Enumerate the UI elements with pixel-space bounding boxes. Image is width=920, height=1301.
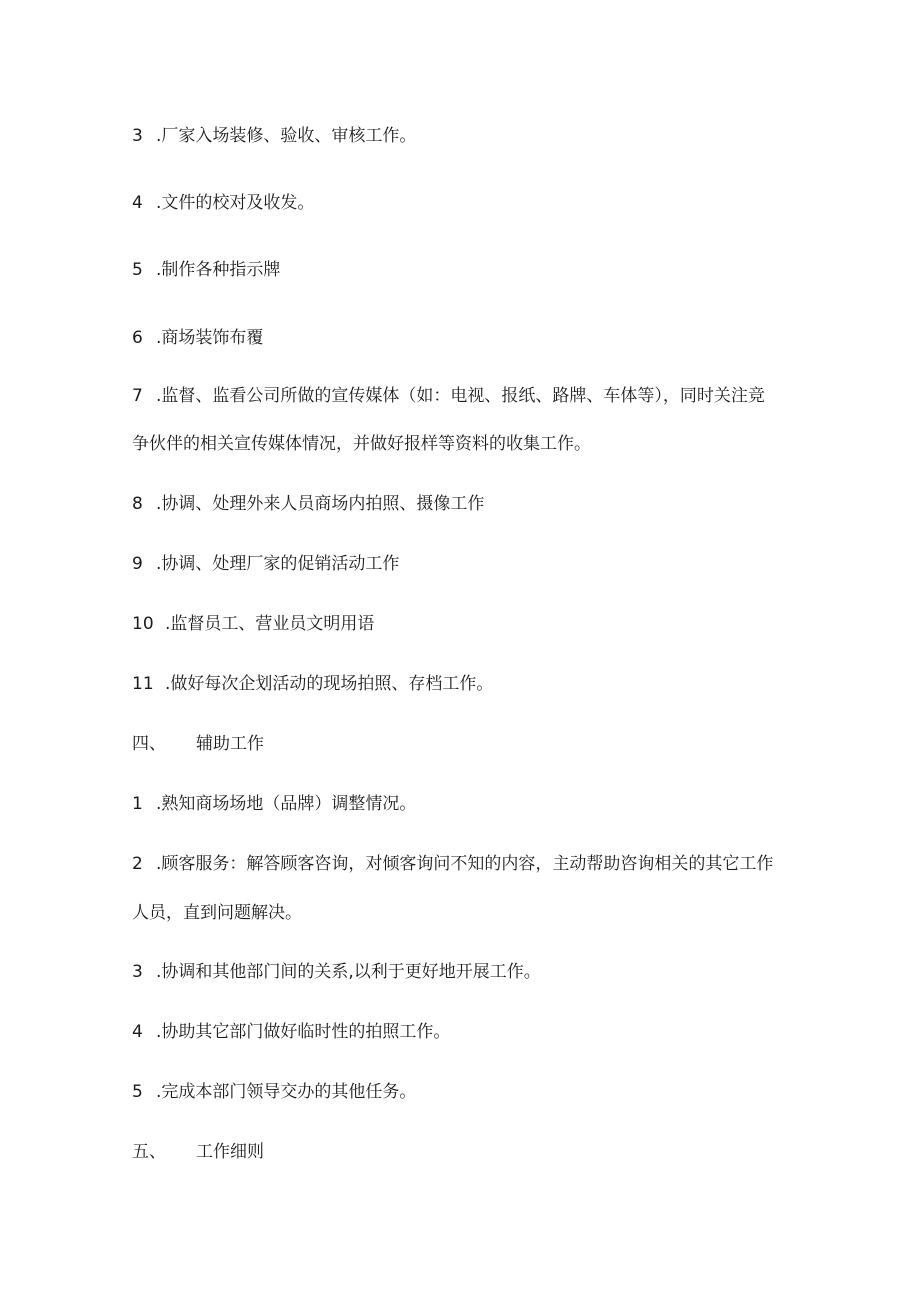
list-item <box>132 852 773 876</box>
item-text: .做好每次企划活动的现场拍照、存档工作。 <box>165 674 494 694</box>
item-text: .顾客服务：解答顾客咨询，对倾客询问不知的内容，主动帮助咨询相关的其它工作 <box>156 854 774 874</box>
section-number: 五、 <box>132 1142 166 1162</box>
section-heading <box>132 732 264 756</box>
item-number: 3 <box>132 126 143 146</box>
item-text: .协调、处理外来人员商场内拍照、摄像工作 <box>156 494 485 514</box>
section-title: 工作细则 <box>196 1142 264 1162</box>
item-text: .商场装饰布覆 <box>156 328 264 348</box>
item-number: 1 <box>132 794 143 814</box>
list-item <box>132 1020 450 1044</box>
item-number: 11 <box>132 674 154 694</box>
list-item <box>132 492 484 516</box>
item-text: .熟知商场场地（品牌）调整情况。 <box>156 794 417 814</box>
item-text: 争伙伴的相关宣传媒体情况，并做好报样等资料的收集工作。 <box>132 434 591 454</box>
item-number: 5 <box>132 1082 143 1102</box>
list-item <box>132 792 416 816</box>
item-text: .制作各种指示牌 <box>156 260 281 280</box>
item-number: 4 <box>132 193 143 213</box>
item-number: 9 <box>132 554 143 574</box>
list-item <box>132 1080 416 1104</box>
list-item <box>132 672 493 696</box>
item-text: .文件的校对及收发。 <box>156 193 315 213</box>
item-number: 7 <box>132 386 143 406</box>
list-item <box>132 258 280 282</box>
list-item <box>132 384 765 408</box>
item-number: 2 <box>132 854 143 874</box>
item-number: 4 <box>132 1022 143 1042</box>
item-number: 5 <box>132 260 143 280</box>
item-text: .完成本部门领导交办的其他任务。 <box>156 1082 417 1102</box>
section-title: 辅助工作 <box>196 734 264 754</box>
section-heading <box>132 1140 264 1164</box>
item-text: .监督员工、营业员文明用语 <box>165 614 375 634</box>
list-item <box>132 552 399 576</box>
item-text: .监督、监看公司所做的宣传媒体（如：电视、报纸、路牌、车体等），同时关注竞 <box>156 386 765 406</box>
item-text: .协调和其他部门间的关系,以利于更好地开展工作。 <box>156 962 541 982</box>
item-number: 8 <box>132 494 143 514</box>
list-item-continuation <box>132 432 591 456</box>
item-number: 10 <box>132 614 154 634</box>
list-item-continuation <box>132 901 302 925</box>
item-number: 3 <box>132 962 143 982</box>
list-item <box>132 612 374 636</box>
section-number: 四、 <box>132 734 166 754</box>
item-number: 6 <box>132 328 143 348</box>
list-item <box>132 960 541 984</box>
list-item <box>132 191 314 215</box>
item-text: .协调、处理厂家的促销活动工作 <box>156 554 400 574</box>
list-item <box>132 326 263 350</box>
item-text: .厂家入场装修、验收、审核工作。 <box>156 126 417 146</box>
item-text: 人员，直到问题解决。 <box>132 903 302 923</box>
list-item <box>132 124 416 148</box>
item-text: .协助其它部门做好临时性的拍照工作。 <box>156 1022 451 1042</box>
